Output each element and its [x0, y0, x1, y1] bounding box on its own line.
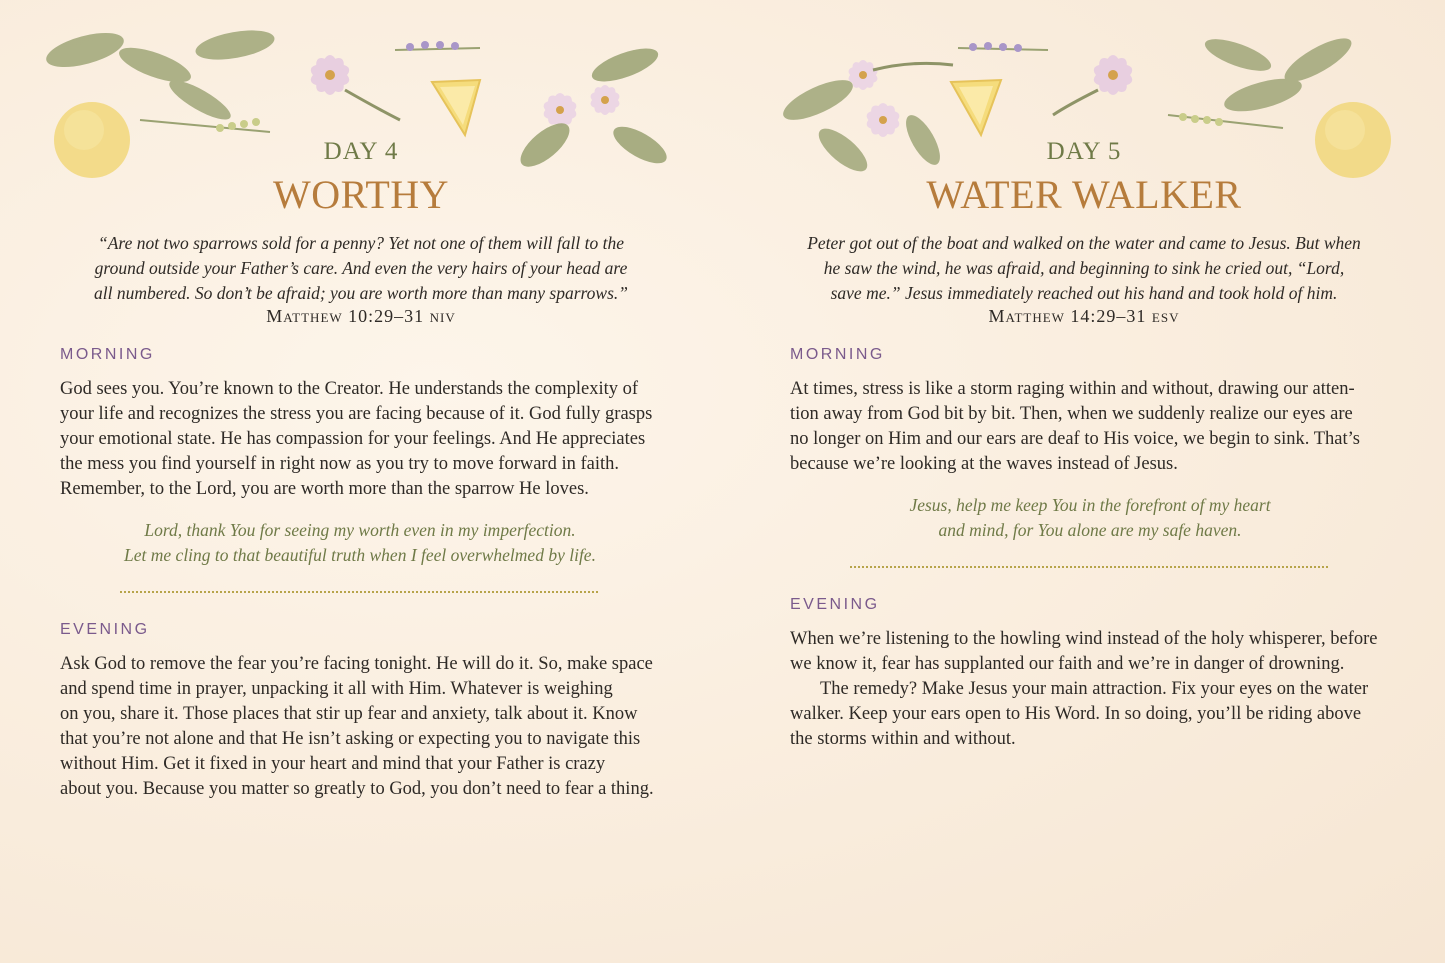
- paragraph-line: no longer on Him and our ears are deaf to His voice, we begin to sink. That’s: [790, 429, 1360, 449]
- paragraph-line: the mess you find yourself in right now as you try to move forward in faith.: [60, 454, 620, 474]
- paragraph-line: that you’re not alone and that He isn’t asking or expecting you to navigate this: [60, 729, 641, 749]
- lemon-slice-icon: [951, 80, 1001, 135]
- paragraph-line: and spend time in prayer, unpacking it all with Him. Whatever is weighing: [60, 679, 613, 699]
- morning-heading: MORNING: [790, 346, 885, 363]
- prayer-line: Jesus, help me keep You in the forefront of my heart: [909, 495, 1271, 515]
- paragraph-line: Remember, to the Lord, you are worth more than the sparrow He loves.: [60, 479, 589, 499]
- day-label: DAY 4: [323, 138, 399, 165]
- verse-line: ground outside your Father’s care. And even the very hairs of your head are: [94, 258, 628, 278]
- evening-heading: EVENING: [790, 596, 880, 613]
- verse-reference: Matthew 14:29–31 esv: [988, 306, 1180, 326]
- paragraph-line: walker. Keep your ears open to His Word. In so doing, you’ll be riding above: [790, 704, 1362, 724]
- morning-prayer: [60, 518, 660, 568]
- paragraph-line: The remedy? Make Jesus your main attraction. Fix your eyes on the water: [820, 679, 1369, 699]
- day-title: WATER WALKER: [926, 172, 1242, 217]
- morning-devotion: [60, 377, 660, 502]
- verse-line: save me.” Jesus immediately reached out his hand and took hold of him.: [830, 283, 1338, 303]
- right-page: [723, 0, 1445, 963]
- section-divider: [120, 591, 598, 593]
- paragraph-line: the storms within and without.: [790, 729, 1016, 749]
- scripture-verse: [40, 231, 682, 306]
- paragraph-line: your life and recognizes the stress you are facing because of it. God fully grasps: [60, 404, 653, 424]
- paragraph-line: God sees you. You’re known to the Creator. He understands the complexity of: [60, 379, 639, 399]
- evening-devotion: [60, 652, 660, 802]
- lemon-slice-icon: [432, 80, 480, 135]
- evening-heading: EVENING: [60, 621, 150, 638]
- day-label: DAY 5: [1046, 138, 1122, 165]
- day-title: WORTHY: [272, 172, 450, 217]
- prayer-line: Lord, thank You for seeing my worth even in my imperfection.: [144, 520, 576, 540]
- paragraph-line: Ask God to remove the fear you’re facing tonight. He will do it. So, make space: [60, 654, 653, 674]
- prayer-line: and mind, for You alone are my safe haven.: [938, 520, 1242, 540]
- paragraph-line: When we’re listening to the howling wind instead of the holy whisperer, before: [790, 629, 1378, 649]
- morning-devotion: [790, 377, 1390, 477]
- verse-line: Peter got out of the boat and walked on the water and came to Jesus. But when: [807, 233, 1361, 253]
- section-divider: [850, 566, 1328, 568]
- morning-heading: MORNING: [60, 346, 155, 363]
- paragraph-line: At times, stress is like a storm raging within and without, drawing our atten-: [790, 379, 1355, 399]
- paragraph-line: we know it, fear has supplanted our faith and we’re in danger of drowning.: [790, 654, 1345, 674]
- morning-prayer: [790, 493, 1390, 543]
- verse-line: “Are not two sparrows sold for a penny? Yet not one of them will fall to the: [98, 233, 624, 253]
- scripture-verse: [763, 231, 1405, 306]
- paragraph-line: on you, share it. Those places that stir up fear and anxiety, talk about it. Know: [60, 704, 638, 724]
- paragraph-line: without Him. Get it fixed in your heart and mind that your Father is crazy: [60, 754, 606, 774]
- paragraph-line: tion away from God bit by bit. Then, when we suddenly realize our eyes are: [790, 404, 1353, 424]
- left-page: [0, 0, 722, 963]
- paragraph-line: because we’re looking at the waves instead of Jesus.: [790, 454, 1178, 474]
- verse-line: all numbered. So don’t be afraid; you are worth more than many sparrows.”: [93, 283, 629, 303]
- paragraph-line: your emotional state. He has compassion for your feelings. And He appreciates: [60, 429, 646, 449]
- prayer-line: Let me cling to that beautiful truth when I feel overwhelmed by life.: [124, 545, 596, 565]
- verse-line: he saw the wind, he was afraid, and beginning to sink he cried out, “Lord,: [823, 258, 1345, 278]
- evening-devotion: [790, 627, 1390, 752]
- paragraph-line: about you. Because you matter so greatly to God, you don’t need to fear a thing.: [60, 779, 654, 799]
- verse-reference: Matthew 10:29–31 niv: [266, 306, 456, 326]
